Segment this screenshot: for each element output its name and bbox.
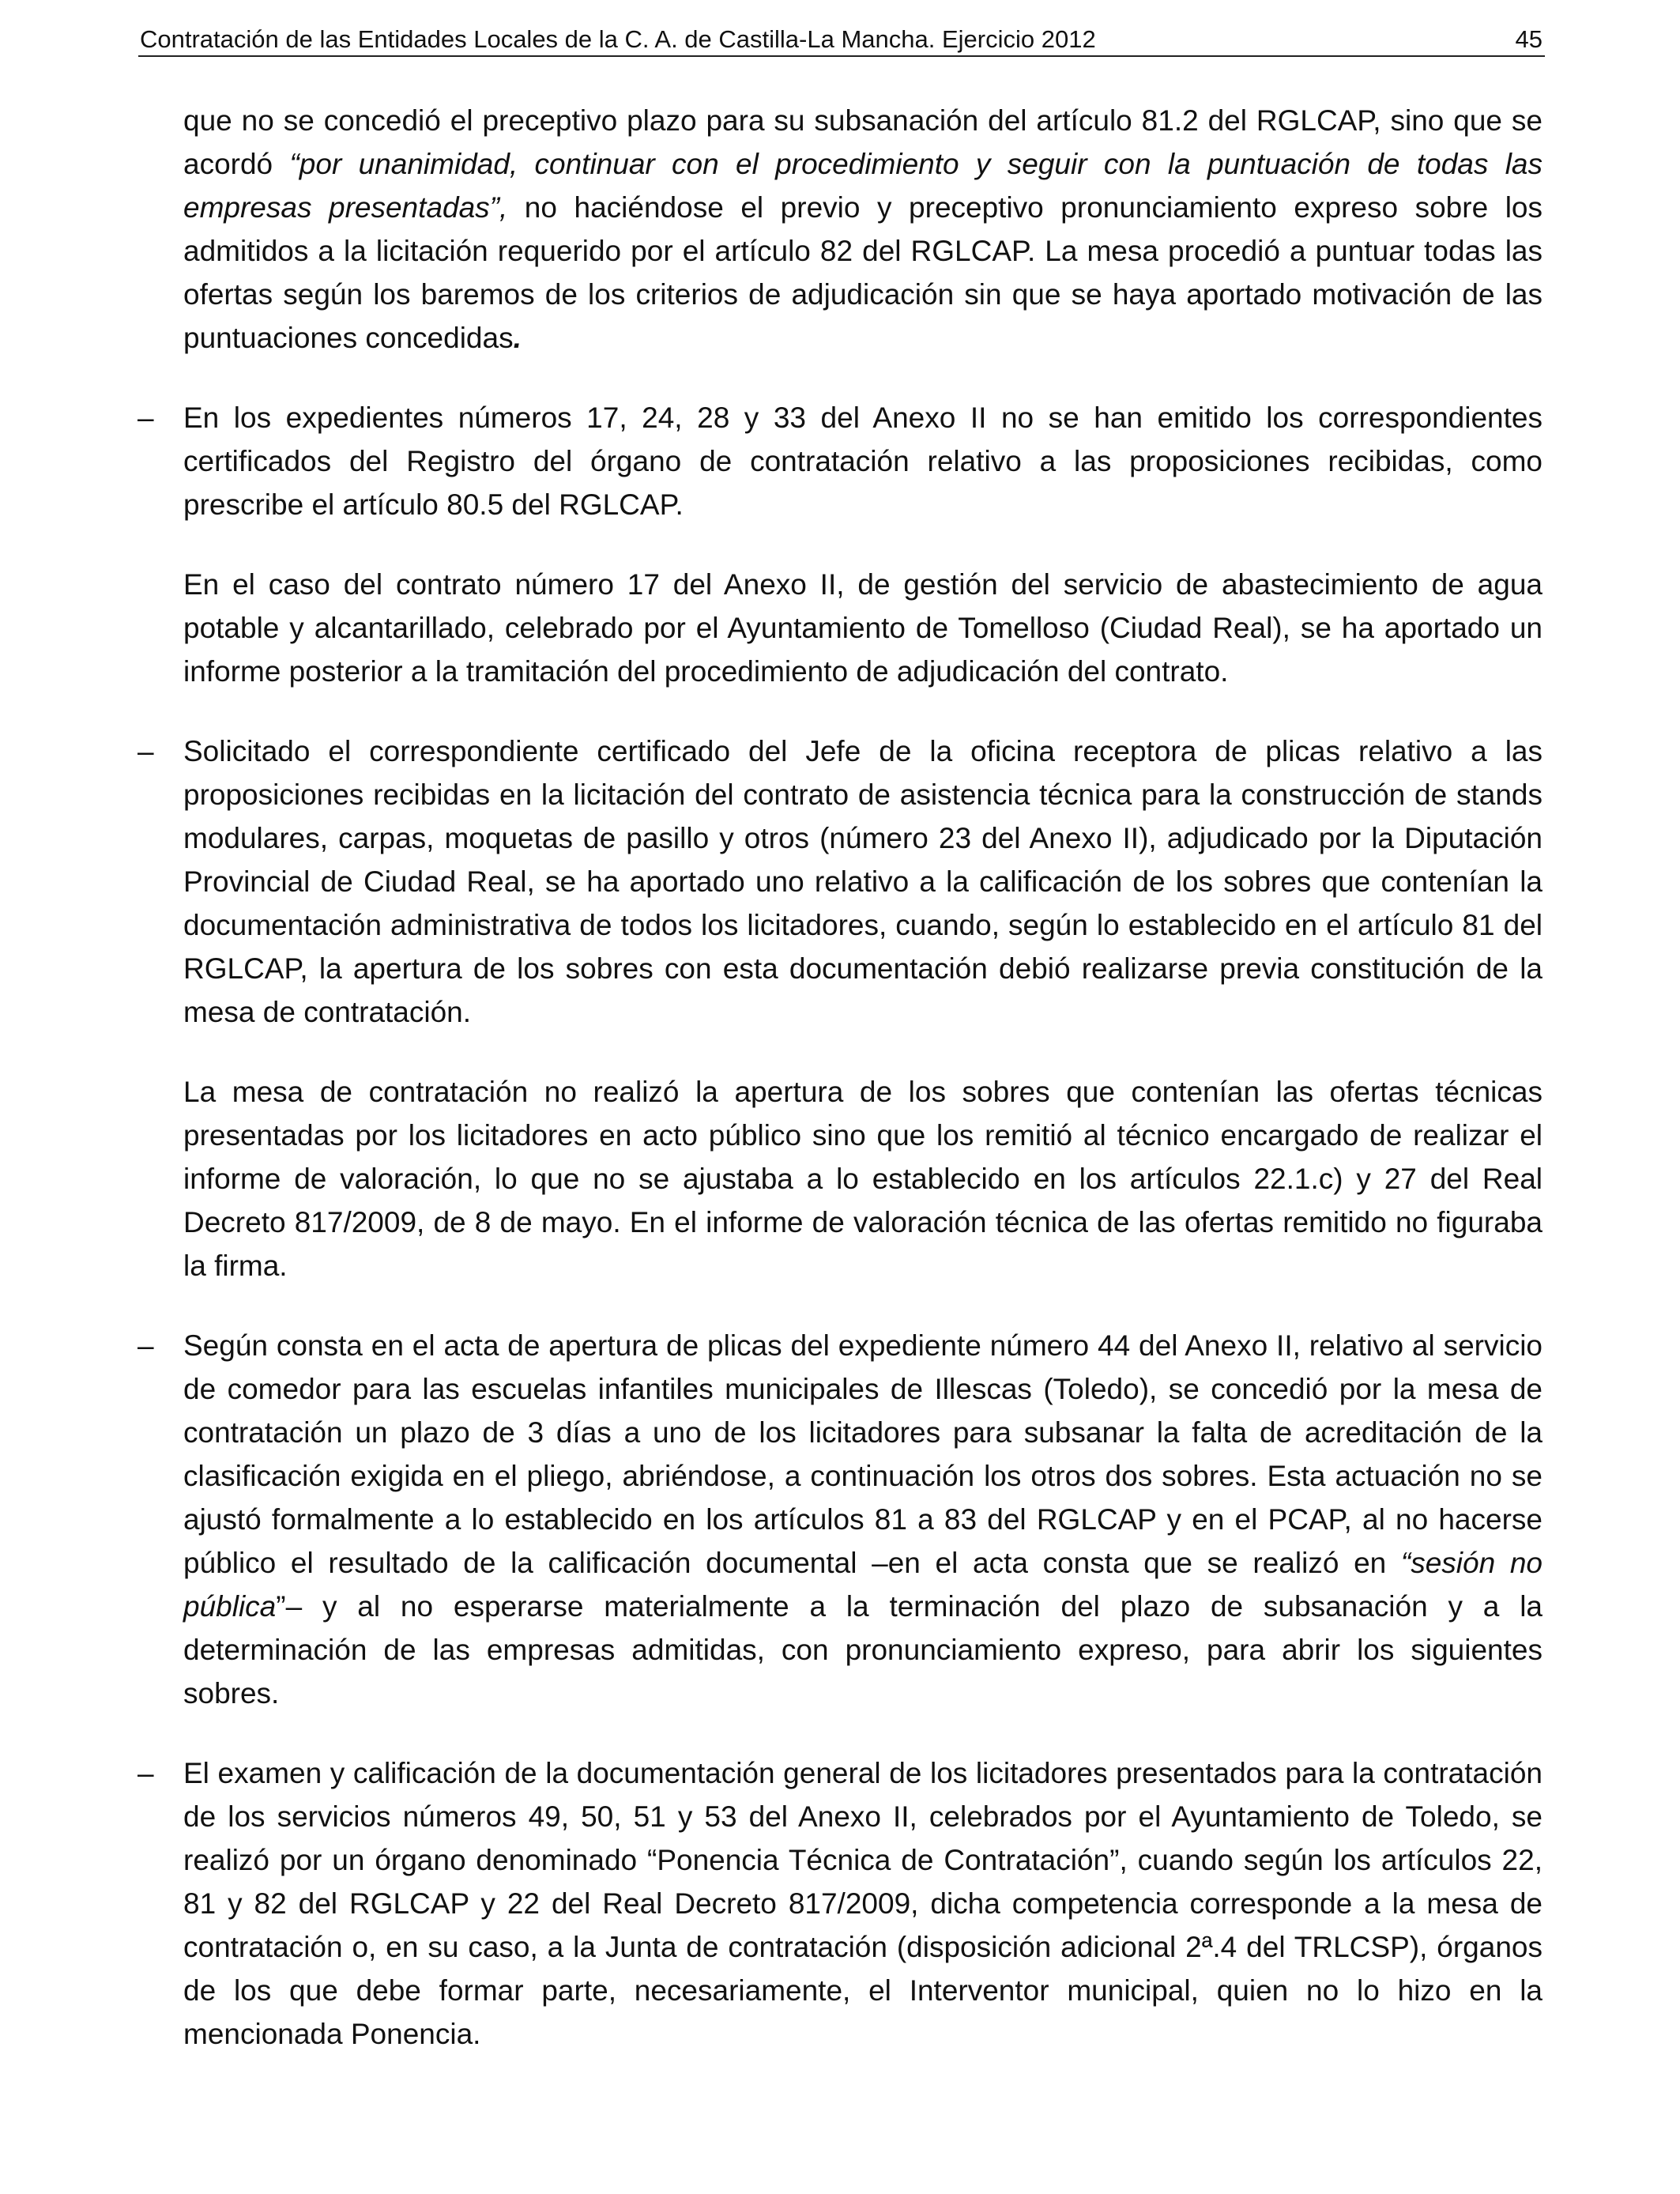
paragraph: La mesa de contratación no realizó la apertura de los sobres que contenían las ofertas técnicas presentadas por los licitadores en acto público sino que los remitió al técnico encargado de realizar el informe de valoración, lo que no se ajustaba a lo establecido en los artículos 22.1.c) y 27 del Real Decreto 817/2009, de 8 de mayo. En el informe de valoración técnica de las ofertas remitido no figuraba la firma. (183, 1076, 1543, 1282)
list-item-text (183, 1324, 1543, 1715)
paragraph-text: Según consta en el acta de apertura de plicas del expediente número 44 del Anexo II, relativo al servicio de comedor para las escuelas infantiles municipales de Illescas (Toledo), se concedió por la mesa de contratación un plazo de 3 días a uno de los licitadores para subsanar la falta de acreditación de la clasificación exigida en el pliego, abriéndose, a continuación los otros dos sobres. Esta actuación no se ajustó formalmente a lo establecido en los artículos 81 a 83 del RGLCAP y en el PCAP, al no hacerse público el resultado de la calificación documental –en el acta consta que se realizó en (183, 1329, 1543, 1579)
page-header (138, 21, 1545, 57)
paragraph: En el caso del contrato número 17 del Anexo II, de gestión del servicio de abastecimiento de agua potable y alcantarillado, celebrado por el Ayuntamiento de Tomelloso (Ciudad Real), se ha aportado un informe posterior a la tramitación del procedimiento de adjudicación del contrato. (183, 568, 1543, 688)
document-body (137, 99, 1543, 2056)
quote-text: “sesión no pública (183, 1547, 1543, 1623)
list-item-text: El examen y calificación de la documentación general de los licitadores presentados para la contratación de los servicios números 49, 50, 51 y 53 del Anexo II, celebrados por el Ayuntamiento de Toledo, se realizó por un órgano denominado “Ponencia Técnica de Contratación”, cuando según los artículos 22, 81 y 82 del RGLCAP y 22 del Real Decreto 817/2009, dicha competencia corresponde a la mesa de contratación o, en su caso, a la Junta de contratación (disposición adicional 2ª.4 del TRLCSP), órganos de los que debe formar parte, necesariamente, el Interventor municipal, quien no lo hizo en la mencionada Ponencia. (183, 1757, 1543, 2050)
paragraph-continuation (183, 99, 1543, 360)
list-item (137, 1324, 1543, 1715)
page-number: 45 (1515, 25, 1543, 53)
bullet-dash: – (137, 401, 154, 434)
quote-text: “por unanimidad, continuar con el procedimiento y seguir con la puntuación de todas las empresas presentadas”, (183, 148, 1543, 224)
list-item-text: Solicitado el correspondiente certificado del Jefe de la oficina receptora de plicas relativo a las proposiciones recibidas en la licitación del contrato de asistencia técnica para la construcción de stands modulares, carpas, moquetas de pasillo y otros (número 23 del Anexo II), adjudicado por la Diputación Provincial de Ciudad Real, se ha aportado uno relativo a la calificación de los sobres que contenían la documentación administrativa de todos los licitadores, cuando, según lo establecido en el artículo 81 del RGLCAP, la apertura de los sobres con esta documentación debió realizarse previa constitución de la mesa de contratación. (183, 735, 1543, 1028)
bullet-dash: – (137, 1757, 154, 1789)
paragraph-text: que no se concedió el preceptivo plazo para su subsanación del artículo 81.2 del RGLCAP, sino que se acordó (183, 104, 1543, 180)
list-item (137, 396, 1543, 526)
bullet-dash: – (137, 735, 154, 767)
list-item (137, 729, 1543, 1034)
paragraph-text: no haciéndose el previo y preceptivo pronunciamiento expreso sobre los admitidos a la licitación requerido por el artículo 82 del RGLCAP. La mesa procedió a puntuar todas las ofertas según los baremos de los criterios de adjudicación sin que se haya aportado motivación de las puntuaciones concedidas (183, 191, 1543, 354)
final-period: . (513, 322, 522, 354)
paragraph-text: ”– y al no esperarse materialmente a la terminación del plazo de subsanación y a la determinación de las empresas admitidas, con pronunciamiento expreso, para abrir los siguientes sobres. (183, 1590, 1543, 1710)
header-title: Contratación de las Entidades Locales de la C. A. de Castilla-La Mancha. Ejercicio 2012 (140, 25, 1096, 53)
list-item (137, 1751, 1543, 2056)
bullet-dash: – (137, 1329, 154, 1362)
list-item-text: En los expedientes números 17, 24, 28 y 33 del Anexo II no se han emitido los correspondientes certificados del Registro del órgano de contratación relativo a las proposiciones recibidas, como prescribe el artículo 80.5 del RGLCAP. (183, 401, 1543, 521)
